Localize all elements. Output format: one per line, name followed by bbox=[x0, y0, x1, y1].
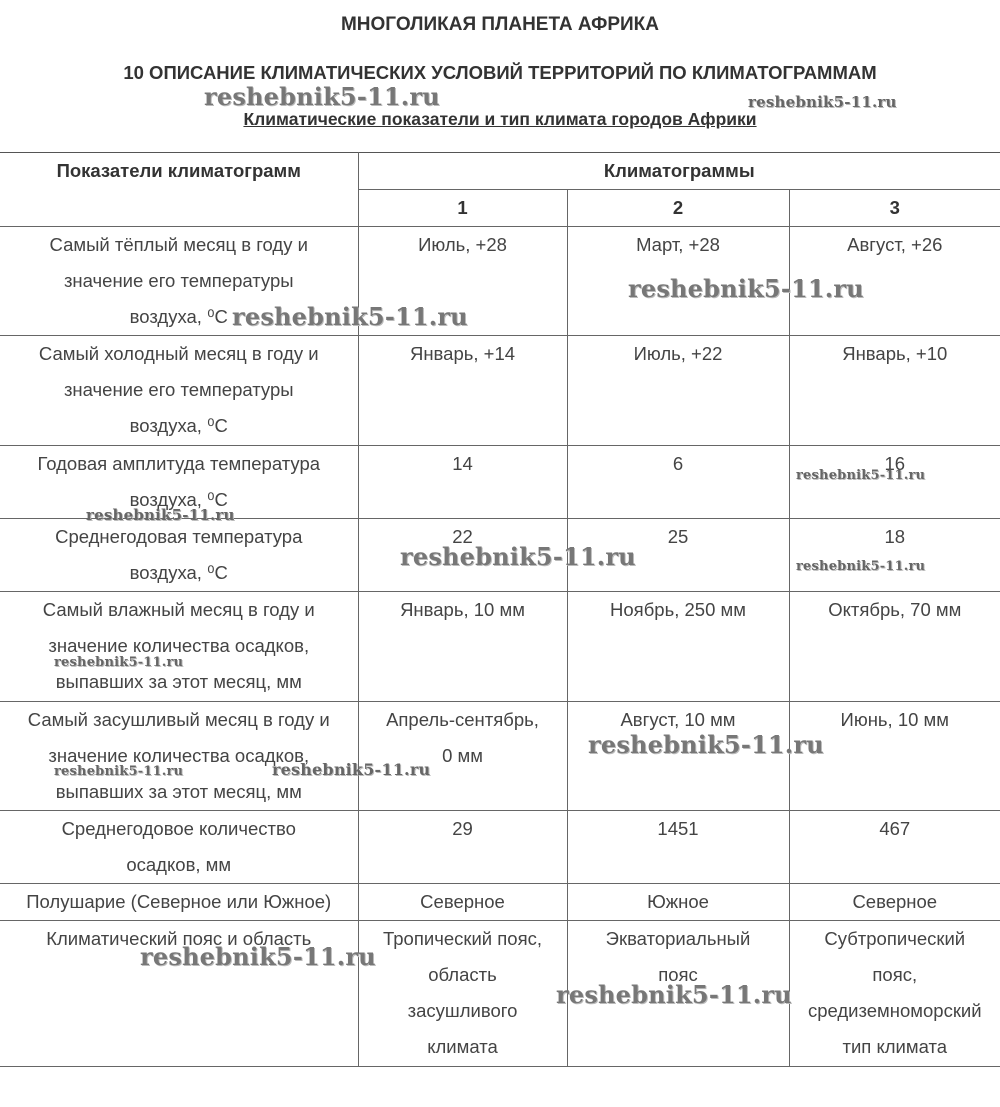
row-label: Полушарие (Северное или Южное) bbox=[0, 884, 358, 921]
cell: Июль, +22 bbox=[567, 336, 789, 446]
watermark: reshebnik5-11.ru bbox=[796, 468, 926, 483]
cell: Экваториальный пояс bbox=[567, 921, 789, 1067]
cell: Июль, +28 bbox=[358, 227, 567, 336]
cell: 25 bbox=[567, 519, 789, 592]
watermark: reshebnik5-11.ru bbox=[556, 980, 792, 1009]
watermark: reshebnik5-11.ru bbox=[86, 506, 235, 524]
table-row bbox=[0, 592, 1000, 702]
cell: 467 bbox=[789, 811, 1000, 884]
cell: Август, +26 bbox=[789, 227, 1000, 336]
table-row bbox=[0, 811, 1000, 884]
cell: Октябрь, 70 мм bbox=[789, 592, 1000, 702]
table-subtitle: Климатические показатели и тип климата городов Африки bbox=[243, 109, 757, 129]
row-label: Среднегодовая температура воздуха, ⁰С bbox=[0, 519, 358, 592]
cell: 14 bbox=[358, 446, 567, 519]
cell: Ноябрь, 250 мм bbox=[567, 592, 789, 702]
watermark: reshebnik5-11.ru bbox=[796, 559, 926, 574]
watermark: reshebnik5-11.ru bbox=[748, 93, 897, 111]
row-label: Годовая амплитуда температура воздуха, ⁰С bbox=[0, 446, 358, 519]
cell: Январь, +10 bbox=[789, 336, 1000, 446]
header-col-2: 2 bbox=[567, 190, 789, 227]
table-row bbox=[0, 702, 1000, 811]
watermark: reshebnik5-11.ru bbox=[400, 542, 636, 571]
watermark: reshebnik5-11.ru bbox=[628, 274, 864, 303]
row-label: Самый холодный месяц в году и значение его температуры воздуха, ⁰С bbox=[0, 336, 358, 446]
watermark: reshebnik5-11.ru bbox=[272, 760, 431, 779]
cell: 1451 bbox=[567, 811, 789, 884]
cell: Апрель-сентябрь, 0 мм bbox=[358, 702, 567, 811]
row-label: Климатический пояс и область bbox=[0, 921, 358, 1067]
watermark: reshebnik5-11.ru bbox=[204, 82, 440, 111]
cell: Субтропический пояс, средиземноморский тип климата bbox=[789, 921, 1000, 1067]
row-label: Среднегодовое количество осадков, мм bbox=[0, 811, 358, 884]
cell: Тропический пояс, область засушливого климата bbox=[358, 921, 567, 1067]
header-col-3: 3 bbox=[789, 190, 1000, 227]
cell: 29 bbox=[358, 811, 567, 884]
table-row bbox=[0, 336, 1000, 446]
cell: Январь, +14 bbox=[358, 336, 567, 446]
table-header-row bbox=[0, 153, 1000, 190]
cell: 6 bbox=[567, 446, 789, 519]
cell: 18 bbox=[789, 519, 1000, 592]
watermark: reshebnik5-11.ru bbox=[54, 655, 184, 670]
row-label: Самый влажный месяц в году и значение количества осадков, выпавших за этот месяц, мм bbox=[0, 592, 358, 702]
row-label: Самый тёплый месяц в году и значение его температуры воздуха, ⁰С bbox=[0, 227, 358, 336]
cell: Январь, 10 мм bbox=[358, 592, 567, 702]
cell: 16 bbox=[789, 446, 1000, 519]
table-row bbox=[0, 884, 1000, 921]
watermark: reshebnik5-11.ru bbox=[140, 942, 376, 971]
header-indicators: Показатели климатограмм bbox=[0, 153, 358, 227]
cell: Северное bbox=[789, 884, 1000, 921]
row-label: Самый засушливый месяц в году и значение количества осадков, выпавших за этот месяц, мм bbox=[0, 702, 358, 811]
watermark: reshebnik5-11.ru bbox=[54, 764, 184, 779]
page-title: МНОГОЛИКАЯ ПЛАНЕТА АФРИКА bbox=[340, 14, 660, 35]
watermark: reshebnik5-11.ru bbox=[232, 302, 468, 331]
header-col-1: 1 bbox=[358, 190, 567, 227]
watermark: reshebnik5-11.ru bbox=[588, 730, 824, 759]
cell: Северное bbox=[358, 884, 567, 921]
header-climatograms: Климатограммы bbox=[358, 153, 1000, 190]
cell: Август, 10 мм bbox=[567, 702, 789, 811]
cell: 22 bbox=[358, 519, 567, 592]
cell: Июнь, 10 мм bbox=[789, 702, 1000, 811]
cell: Южное bbox=[567, 884, 789, 921]
cell: Март, +28 bbox=[567, 227, 789, 336]
task-title: 10 ОПИСАНИЕ КЛИМАТИЧЕСКИХ УСЛОВИЙ ТЕРРИТОРИЙ ПО КЛИМАТОГРАММАМ bbox=[123, 62, 877, 83]
